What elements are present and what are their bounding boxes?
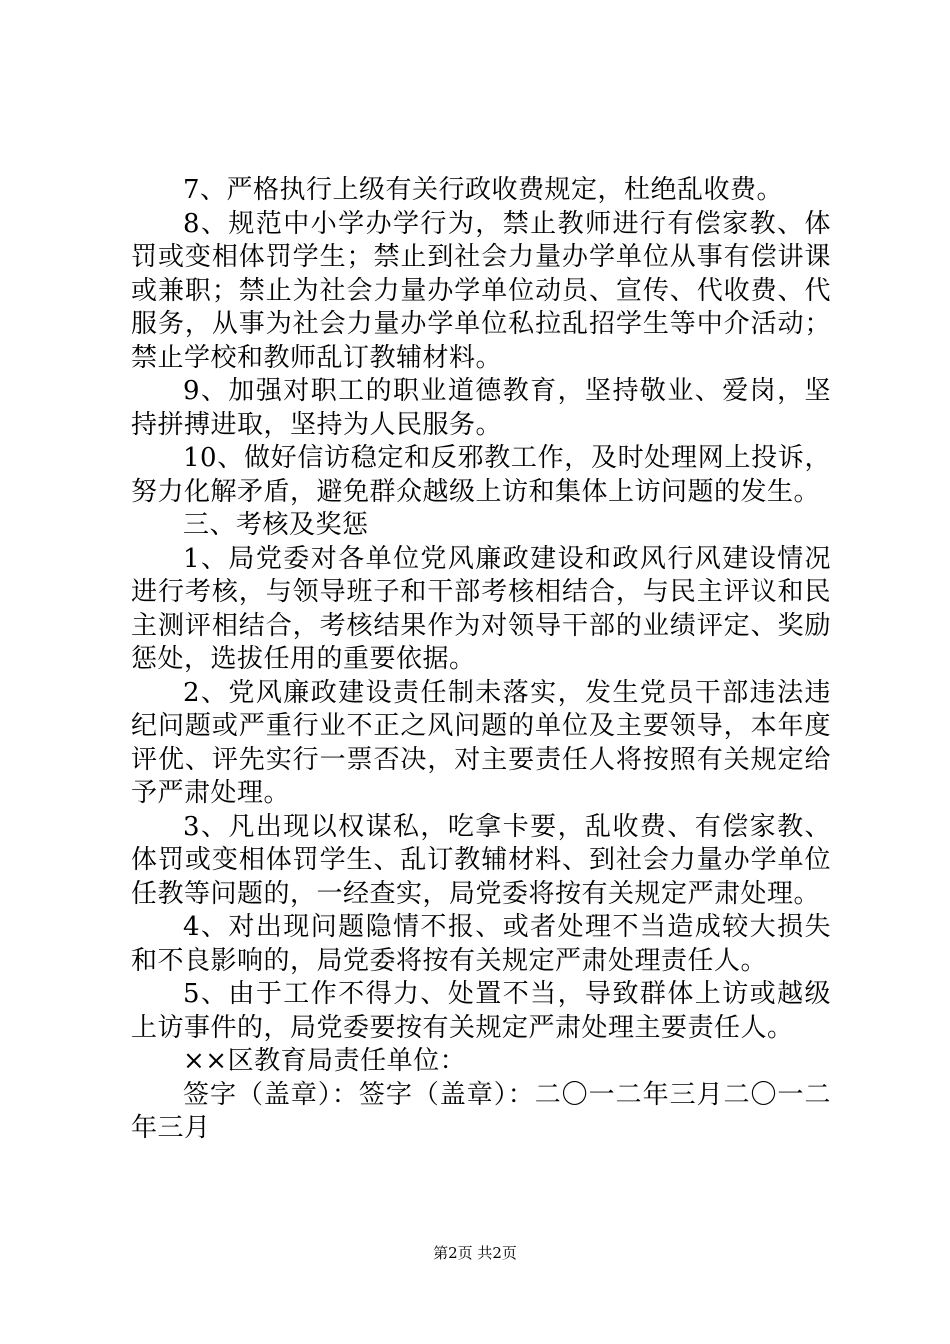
- page-number-label: 第2页 共2页: [433, 1244, 517, 1262]
- paragraph-item-7: 7、严格执行上级有关行政收费规定，杜绝乱收费。: [183, 175, 784, 205]
- document-body: [131, 174, 831, 1146]
- assessment-item-2: 2、党风廉政建设责任制未落实，发生党员干部违法违纪问题或严重行业不正之风问题的单位及主要领导，本年度评优、评先实行一票否决，对主要责任人将按照有关规定给予严肃处理。: [131, 677, 831, 808]
- responsible-unit-line: ××区教育局责任单位：: [183, 1046, 467, 1076]
- paragraph-item-8: 8、规范中小学办学行为，禁止教师进行有偿家教、体罚或变相体罚学生；禁止到社会力量办学单位从事有偿讲课或兼职；禁止为社会力量办学单位动员、宣传、代收费、代服务，从事为社会力量办学单位私拉乱招学生等中介活动；禁止学校和教师乱订教辅材料。: [131, 208, 831, 373]
- assessment-item-1: 1、局党委对各单位党风廉政建设和政风行风建设情况进行考核，与领导班子和干部考核相结合，与民主评议和民主测评相结合，考核结果作为对领导干部的业绩评定、奖励惩处，选拔任用的重要依据。: [131, 543, 831, 674]
- page-footer: [0, 1243, 950, 1263]
- section-heading-assessment: 三、考核及奖惩: [183, 510, 369, 540]
- assessment-item-5: 5、由于工作不得力、处置不当，导致群体上访或越级上访事件的，局党委要按有关规定严肃处理主要责任人。: [131, 979, 831, 1043]
- assessment-item-3: 3、凡出现以权谋私，吃拿卡要，乱收费、有偿家教、体罚或变相体罚学生、乱订教辅材料、到社会力量办学单位任教等问题的，一经查实，局党委将按有关规定严肃处理。: [131, 811, 831, 909]
- paragraph-item-10: 10、做好信访稳定和反邪教工作，及时处理网上投诉，努力化解矛盾，避免群众越级上访和集体上访问题的发生。: [131, 443, 831, 507]
- assessment-item-4: 4、对出现问题隐情不报、或者处理不当造成较大损失和不良影响的，局党委将按有关规定严肃处理责任人。: [131, 912, 831, 976]
- paragraph-item-9: 9、加强对职工的职业道德教育，坚持敬业、爱岗，坚持拼搏进取，坚持为人民服务。: [131, 376, 831, 440]
- signature-line: 签字（盖章）：签字（盖章）：二〇一二年三月二〇一二年三月: [131, 1079, 831, 1143]
